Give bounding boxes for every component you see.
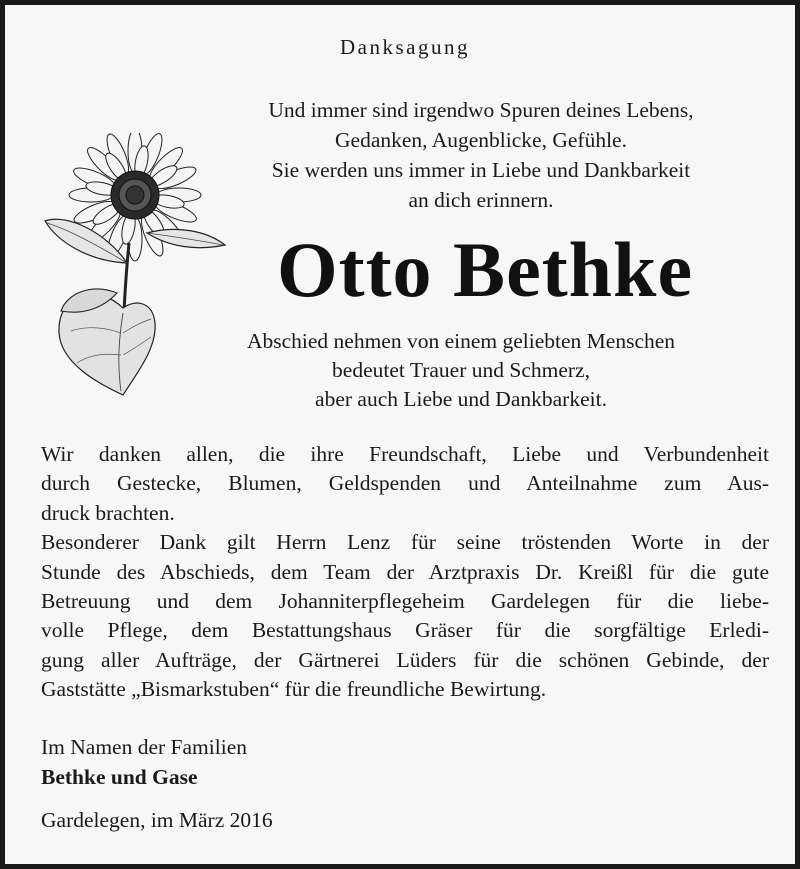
notice-heading: Danksagung — [340, 35, 470, 59]
body-line: Besonderer Dank gilt Herrn Lenz für seine tröstenden Worte in der — [41, 530, 769, 555]
verse-line: an dich erinnern. — [408, 188, 554, 212]
family-names: Bethke und Gase — [41, 765, 198, 789]
thanks-text — [41, 440, 769, 705]
body-line: Betreuung und dem Johanniterpflegeheim Gardelegen für die liebe- — [41, 589, 769, 614]
verse-line: Abschied nehmen von einem geliebten Menschen — [246, 329, 676, 353]
body-line: durch Gestecke, Blumen, Geldspenden und Anteilnahme zum Aus- — [41, 471, 769, 496]
opening-verse — [201, 95, 761, 215]
body-line: druck brachten. — [41, 500, 175, 525]
verse-line: Und immer sind irgendwo Spuren deines Lebens, — [268, 98, 694, 122]
body-line: Stunde des Abschieds, dem Team der Arztpraxis Dr. Kreißl für die gute — [41, 559, 769, 584]
farewell-verse — [201, 327, 721, 414]
signature-block — [41, 732, 247, 792]
body-line: Gaststätte „Bismarkstuben“ für die freundliche Bewirtung. — [41, 677, 547, 702]
verse-line: aber auch Liebe und Dankbarkeit. — [315, 387, 607, 411]
body-line: volle Pflege, dem Bestattungshaus Gräser für die sorgfältige Erledi- — [41, 618, 769, 643]
body-line: gung aller Aufträge, der Gärtnerei Lüders für die schönen Gebinde, der — [41, 647, 769, 672]
verse-line: Gedanken, Augenblicke, Gefühle. — [335, 128, 627, 152]
deceased-name: Otto Bethke — [276, 226, 694, 313]
verse-line: Sie werden uns immer in Liebe und Dankbarkeit — [271, 158, 691, 182]
body-line: Wir danken allen, die ihre Freundschaft, Liebe und Verbundenheit — [41, 442, 769, 466]
place-date: Gardelegen, im März 2016 — [41, 808, 273, 832]
verse-line: bedeutet Trauer und Schmerz, — [332, 358, 590, 382]
signature-intro: Im Namen der Familien — [41, 735, 247, 759]
